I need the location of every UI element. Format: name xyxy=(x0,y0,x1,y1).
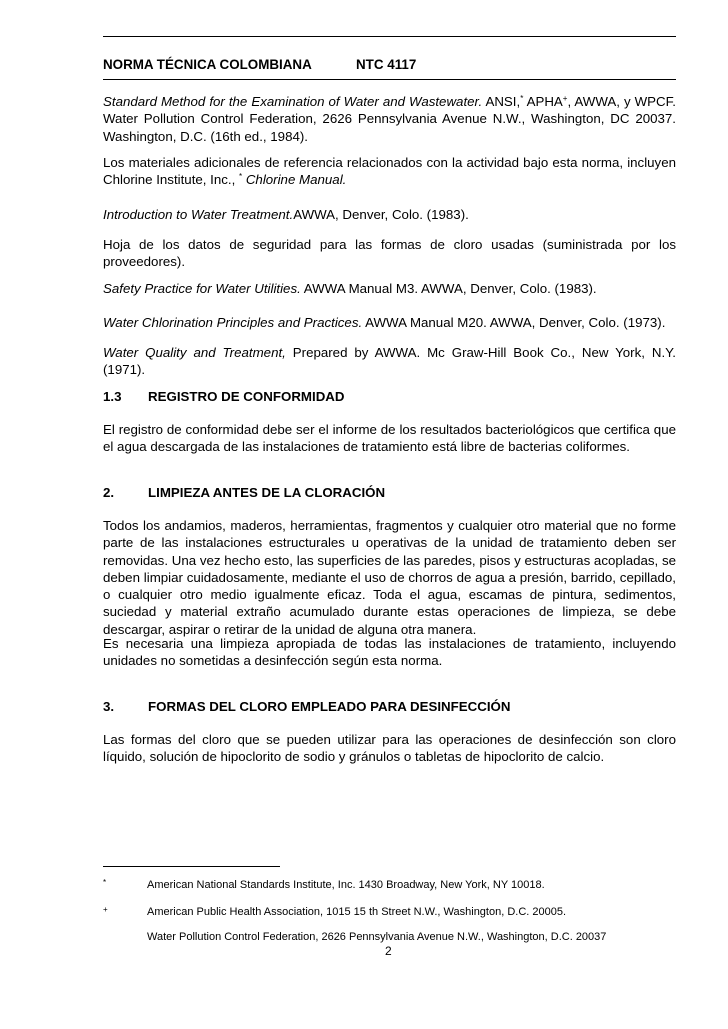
header-code: NTC 4117 xyxy=(356,57,417,72)
reference-safety: Safety Practice for Water Utilities. AWWA Manual M3. AWWA, Denver, Colo. (1983). xyxy=(103,281,597,296)
page-number: 2 xyxy=(385,944,392,958)
footnote-separator xyxy=(103,866,280,867)
reference-hoja: Hoja de los datos de seguridad para las formas de cloro usadas (suministrada por los proveedores). xyxy=(103,237,676,270)
header-bottom-rule xyxy=(103,79,676,80)
section-1-3-paragraph: El registro de conformidad debe ser el informe de los resultados bacteriológicos que certifica que el agua descargada de las instalaciones de tratamiento está libre de bacterias coliformes. xyxy=(103,422,676,455)
reference-standard-method: Standard Method for the Examination of Water and Wastewater. ANSI,* APHA+, AWWA, y WPCF. Water Pollution Control Federation, 2626 Pennsylvania Avenue N.W., Washington, DC 20037. Washington, D.C. (16th ed., 1984). xyxy=(103,94,676,144)
footnote-text: Water Pollution Control Federation, 2626 Pennsylvania Avenue N.W., Washington, D.C. 20037 xyxy=(147,931,607,943)
footnote-mark: * xyxy=(103,878,107,887)
header-title: NORMA TÉCNICA COLOMBIANA xyxy=(103,57,312,72)
footnote-text: American Public Health Association, 1015 15 th Street N.W., Washington, D.C. 20005. xyxy=(147,906,567,918)
reference-chlorination: Water Chlorination Principles and Practices. AWWA Manual M20. AWWA, Denver, Colo. (1973). xyxy=(103,315,666,330)
reference-intro: Introduction to Water Treatment.AWWA, Denver, Colo. (1983). xyxy=(103,207,469,222)
document-page: NORMA TÉCNICA COLOMBIANA NTC 4117 Standard Method for the Examination of Water and Wastewater. ANSI,* APHA+, AWWA, y WPCF. Water Pollution Control Federation, 2626 Pennsylvania Avenue N.W., Washington, DC 20037. Washington, D.C. (16th ed., 1984). Los materiales adicionales de referencia relacionados con la actividad bajo esta norma, incluyen Chlorine Institute, Inc., * Chlorine Manual. Introduction to Water Treatment.AWWA, Denver, Colo. (1983). Hoja de los datos de seguridad para las formas de cloro usadas (suministrada por los proveedores). Safety Practice for Water Utilities. AWWA Manual M3. AWWA, Denver, Colo. (1983). Water Chlorination Principles and Practices. AWWA Manual M20. AWWA, Denver, Colo. (1973). Water Quality and Treatment, Prepared by AWWA. Mc Graw-Hill Book Co., New York, N.Y. (1971). 1.3 REGISTRO DE CONFORMIDAD El registro de conformidad debe ser el informe de los resultados bacteriológicos que certifica que el agua descargada de las instalaciones de tratamiento está libre de bacterias coliformes. 2. LIMPIEZA ANTES DE LA CLORACIÓN Todos los andamios, maderos, herramientas, fragmentos y cualquier otro material que no forme parte de las instalaciones estructurales u operativas de la unidad de tratamiento deben ser removidas. Una vez hecho esto, las superficies de las paredes, pisos y estructuras acopladas, se deben limpiar cuidadosamente, mediante el uso de chorros de agua a presión, barrido, cepillado, o cualquier otro medio igualmente eficaz. Toda el agua, escamas de pintura, sedimentos, suciedad y material extraño acumulado durante estas operaciones de limpieza, se debe descargar, aspirar o retirar de la unidad de alguna otra manera. Es necesaria una limpieza apropiada de todas las instalaciones de tratamiento, incluyendo unidades no sometidas a desinfección según esta norma. 3. FORMAS DEL CLORO EMPLEADO PARA DESINFECCIÓN Las formas del cloro que se pueden utilizar para las operaciones de desinfección son cloro líquido, solución de hipoclorito de sodio y gránulos o tabletas de hipoclorito de calcio. * American National Standards Institute, Inc. 1430 Broadway, New York, NY 10018. + American Public Health Association, 1015 15 th Street N.W., Washington, D.C. 20005. Water Pollution Control Federation, 2626 Pennsylvania Avenue N.W., Washington, D.C. 20037 2 xyxy=(0,0,728,1029)
section-3-paragraph: Las formas del cloro que se pueden utilizar para las operaciones de desinfección son cloro líquido, solución de hipoclorito de sodio y gránulos o tabletas de hipoclorito de calcio. xyxy=(103,732,676,765)
section-2-paragraph-2: Es necesaria una limpieza apropiada de todas las instalaciones de tratamiento, incluyendo unidades no sometidas a desinfección según esta norma. xyxy=(103,636,676,669)
section-2-paragraph-1: Todos los andamios, maderos, herramientas, fragmentos y cualquier otro material que no forme parte de las instalaciones estructurales u operativas de la unidad de tratamiento deben ser removidas. Una vez hecho esto, las superficies de las paredes, pisos y estructuras acopladas, se deben limpiar cuidadosamente, mediante el uso de chorros de agua a presión, barrido, cepillado, o cualquier otro medio igualmente eficaz. Toda el agua, escamas de pintura, sedimentos, suciedad y material extraño acumulado durante estas operaciones de limpieza, se debe descargar, aspirar o retirar de la unidad de alguna otra manera. xyxy=(103,518,676,637)
header-top-rule xyxy=(103,36,676,37)
reference-additional: Los materiales adicionales de referencia relacionados con la actividad bajo esta norma, incluyen Chlorine Institute, Inc., * Chlorine Manual. xyxy=(103,155,676,188)
footnote-text: American National Standards Institute, Inc. 1430 Broadway, New York, NY 10018. xyxy=(147,879,545,891)
page-header xyxy=(103,57,676,72)
footnote-mark: + xyxy=(103,905,108,914)
reference-quality: Water Quality and Treatment, Prepared by AWWA. Mc Graw-Hill Book Co., New York, N.Y. (1971). xyxy=(103,345,676,378)
